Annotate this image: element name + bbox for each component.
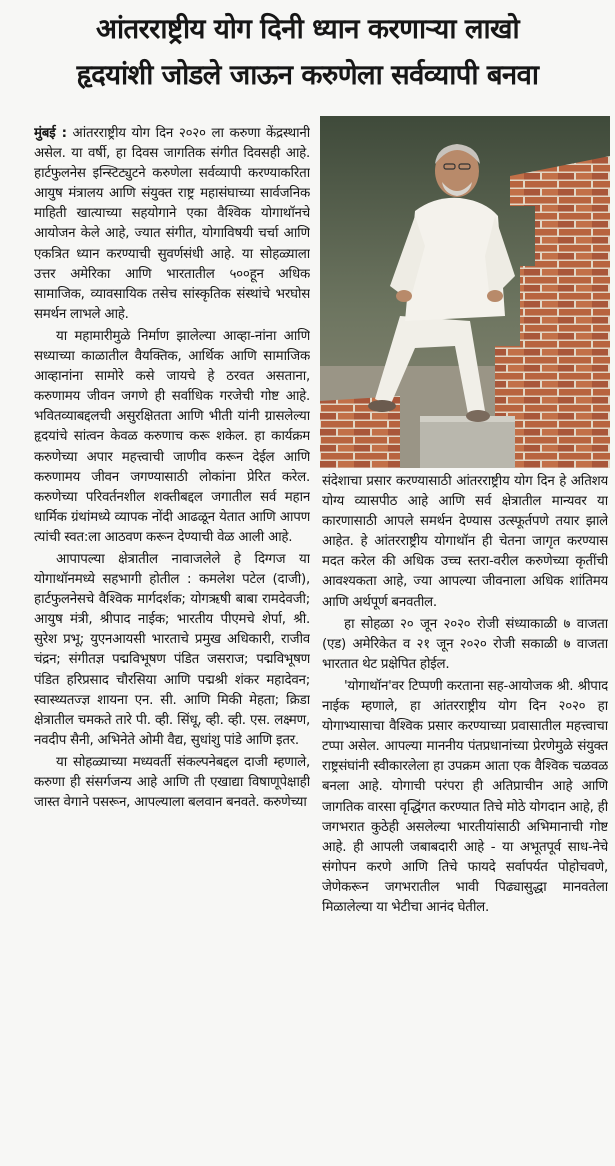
article-headline xyxy=(6,6,609,98)
article-paragraph: आपापल्या क्षेत्रातील नावाजलेले हे दिग्गज या योगाथॉनमध्ये सहभागी होतील : कमलेश पटेल (दाजी), हार्टफुलनेसचे वैश्विक मार्गदर्शक; योगऋषी बाबा रामदेवजी; आयुष मंत्री, श्रीपाद नाईक; भारतीय पीएमचे शेर्पा, श्री. सुरेश प्रभू; युएनआयसी भारताचे प्रमुख अधिकारी, राजीव चंद्रन; संगीतज्ञ पद्मविभूषण पंडित जसराज; पद्मविभूषण पंडित हरिप्रसाद चौरसिया आणि पद्मश्री शंकर महादेवन; स्वास्थ्यतज्ज्ञ शायना एन. सी. आणि मिकी मेहता; क्रिडा क्षेत्रातील चमकते तारे पी. व्ही. सिंधू, व्ही. व्ही. एस. लक्ष्मण, नवदीप सैनी, अभिनेते ओमी वैद्य, सुधांशु पांडे आणि इतर. xyxy=(34,551,310,748)
headline-line-1: आंतरराष्ट्रीय योग दिनी ध्यान करणार्‍या लाखो xyxy=(95,13,520,45)
article-paragraph: हा सोहळा २० जून २०२० रोजी संध्याकाळी ७ वाजता (एड) अमेरिकेत व २१ जून २०२० रोजी सकाळी ७ वाजता भारतात थेट प्रक्षेपित होईल. xyxy=(322,616,608,672)
article-paragraph: या महामारीमुळे निर्माण झालेल्या आव्हा-नांना आणि सध्याच्या काळातील वैयक्तिक, आर्थिक आणि सामाजिक आव्हानांना सामोरे कसे जायचे हे ठरवत असताना, करुणामय जीवन जगणे ही सर्वाधिक गरजेची गोष्ट आहे. भवितव्याबद्दलची असुरक्षितता आणि भीती यांनी ग्रासलेल्या हृदयांचे सांत्वन केवळ करुणाच करू शकेल. हा कार्यक्रम करुणेच्या अपार महत्त्वाची जाणीव करून देईल आणि करुणामय जीवन जगण्यासाठी लोकांना प्रेरित करेल. करुणेच्या परिवर्तनशील शक्तीबद्दल जगातील सर्व महान धार्मिक ग्रंथांमध्ये व्यापक नोंदी आढळून येतात आणि आपण त्यांची स्वत:ला आठवण करून देण्याची वेळ आली आहे. xyxy=(34,328,310,545)
article-column-right xyxy=(322,472,608,1162)
article-photo xyxy=(320,116,610,468)
paragraph-text: आंतरराष्ट्रीय योग दिन २०२० ला करुणा केंद्रस्थानी असेल. या वर्षी, हा दिवस जागतिक संगीत दिवसही आहे. हार्टफुलनेस इन्स्टिट्युटने करुणेला सर्वव्यापी करण्याकरिता आयुष मंत्रालय आणि संयुक्त राष्ट्र महासंघाच्या सार्वजनिक माहिती खात्याच्या सहयोगाने एका वैश्विक योगाथॉनचे आयोजन केले आहे, ज्यात संगीत, योगाविषयी चर्चा आणि एकत्रित ध्यान करण्याची सुवर्णसंधी आहे. या सोहळ्याला उत्तर अमेरिका आणि भारतातील ५००हून अधिक सामाजिक, व्यावसायिक तसेच सांस्कृतिक संस्थांचे भरघोस समर्थन लाभले आहे. xyxy=(34,126,310,322)
dateline: मुंबई : xyxy=(34,126,67,141)
article-paragraph: 'योगाथॉन'वर टिप्पणी करताना सह-आयोजक श्री. श्रीपाद नाईक म्हणाले, हा आंतरराष्ट्रीय योग दिन २०२० हा योगाभ्यासाचा वैश्विक प्रसार करण्याच्या प्रवासातील महत्त्वाचा टप्पा असेल. आपल्या माननीय पंतप्रधानांच्या प्रेरणेमुळे संयुक्त राष्ट्रसंघांनी स्वीकारलेला हा उपक्रम आता एक वैश्विक चळवळ बनला आहे. योगाची परंपरा ही अतिप्राचीन आहे आणि जागतिक वारसा वृद्धिंगत करण्यात तिचे मोठे योगदान आहे, ही जगभरात कुठेही असलेल्या भारतीयांसाठी अभिमानाची गोष्ट आहे. ही आपली जबाबदारी आहे - या अभूतपूर्व साध-नेचे संगोपन करणे आणि तिचे फायदे सर्वापर्यत पोहोचवणे, जेणेकरून जगभरातील भावी पिढ्यासुद्धा मानवतेला मिळालेल्या या भेटीचा आनंद घेतील. xyxy=(322,678,608,915)
article-column-left xyxy=(34,124,310,1160)
seated-man-photo xyxy=(320,116,610,468)
article-paragraph xyxy=(34,124,310,325)
article-paragraph: संदेशाचा प्रसार करण्यासाठी आंतरराष्ट्रीय योग दिन हे अतिशय योग्य व्यासपीठ आहे आणि सर्व क्षेत्रातील मान्यवर या कारणासाठी आपले समर्थन देण्यास उत्स्फूर्तपणे तयार झाले आहेत. हे आंतरराष्ट्रीय योगाथॉन ही चेतना जागृत करण्यास मदत करेल की अधिक उच्च स्तरा-वरील करुणेच्या कृतींची आवश्यकता आहे, ज्या आपल्या जीवनाला अधिक शांतिमय आणि अर्थपूर्ण बनवतील. xyxy=(322,474,608,610)
article-paragraph: या सोहळ्याच्या मध्यवर्ती संकल्पनेबद्दल दाजी म्हणाले, करुणा ही संसर्गजन्य आहे आणि ती एखाद्या विषाणूपेक्षाही जास्त वेगाने पसरून, आपल्याला बलवान बनवते. करुणेच्या xyxy=(34,754,310,811)
headline-line-2: हृदयांशी जोडले जाऊन करुणेला सर्वव्यापी बनवा xyxy=(76,59,539,91)
